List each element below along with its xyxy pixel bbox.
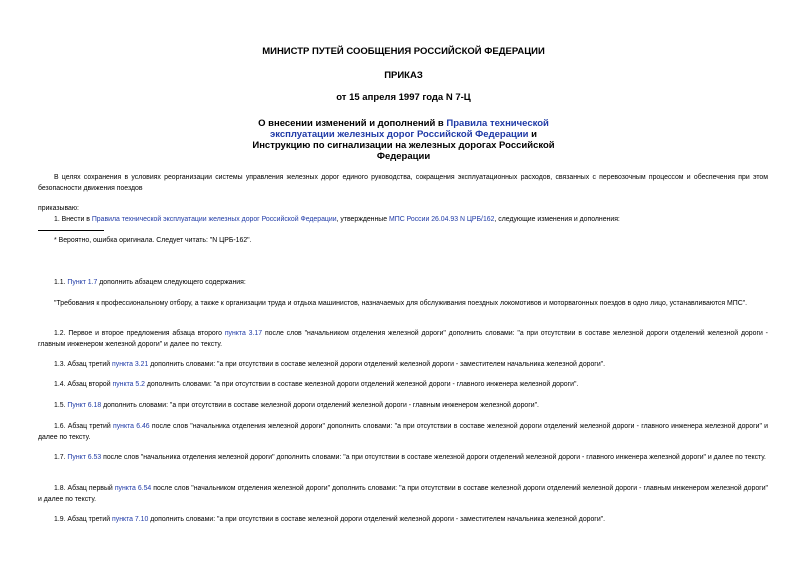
item-1-3-text-b: дополнить словами: "а при отсутствии в составе железной дороги отделений железной дороги - заместителем начальника железной дороги". — [148, 361, 606, 368]
link-punkt-6-54[interactable]: пункта 6.54 — [114, 485, 152, 492]
item-1-4-text-b: дополнить словами: "а при отсутствии в составе железной дороги отделений железной дороги - главного инженера железной дороги". — [144, 381, 579, 388]
item-1-1-text-b: дополнить абзацем следующего содержания: — [97, 279, 246, 286]
link-mps[interactable]: МПС России 26.04.93 N ЦРБ/162 — [389, 216, 495, 223]
item-1-8 — [38, 483, 768, 505]
item-1-1 — [38, 277, 768, 288]
item-1-text-c: , следующие изменения и дополнения: — [494, 216, 620, 223]
item-1-text-a: 1. Внести в — [54, 216, 92, 223]
link-punkt-6-46[interactable]: пункта 6.46 — [113, 423, 150, 430]
quote-1-1: "Требования к профессиональному отбору, а также к организации труда и отдыха машинистов, назначаемых для обслуживания поездных локомотивов и моторвагонных поездов в одно лицо, устанавливаются МПС". — [54, 300, 748, 307]
item-1-8-text-b: после слов "начальником отделения железной дороги" дополнить словами: "а при отсутствии в составе железной дороги отделений железной дороги - главным инженером железной дороги" и далее по тексту. — [38, 485, 768, 503]
footnote-divider — [38, 230, 104, 231]
document-type: ПРИКАЗ — [384, 70, 423, 81]
link-punkt-3-17[interactable]: пункта 3.17 — [224, 330, 263, 337]
link-punkt-5-2[interactable]: пункта 5.2 — [112, 381, 145, 388]
item-1-9-text-b: дополнить словами: "а при отсутствии в составе железной дороги отделений железной дороги - заместителем начальника железной дороги". — [148, 516, 606, 523]
link-punkt-6-53[interactable]: Пункт 6.53 — [67, 454, 102, 461]
item-1-6-text-b: после слов "начальника отделения железной дороги" дополнить словами: "а при отсутствии в составе железной дороги отделений железной дороги - главного инженера железной дороги" и далее по тексту. — [38, 423, 768, 441]
item-1-7-text-a: 1.7. — [54, 454, 68, 461]
item-1-4 — [38, 379, 768, 390]
item-1-8-text-a: 1.8. Абзац первый — [54, 485, 115, 492]
link-rules[interactable]: Правила технической эксплуатации железных дорог Российской Федерации — [91, 216, 337, 223]
item-1-6-text-a: 1.6. Абзац третий — [54, 423, 113, 430]
preamble: В целях сохранения в условиях реорганизации системы управления железных дорог единого руководства, сокращения эксплуатационных расходов, связанных с перевозочным процессом и обеспечения при этом безопасности движения поездов — [38, 174, 768, 192]
document-title — [250, 118, 557, 162]
item-1-2 — [38, 328, 768, 350]
item-1-2-text-b: после слов "начальником отделения железной дороги" дополнить словами: "а при отсутствии в составе железной дороги отделений железной дороги - главным инженером железной дороги" и далее по тексту. — [38, 330, 768, 348]
item-1-3 — [38, 359, 768, 370]
link-punkt-6-18[interactable]: Пункт 6.18 — [67, 402, 102, 409]
item-1-3-text-a: 1.3. Абзац третий — [54, 361, 113, 368]
footnote: * Вероятно, ошибка оригинала. Следует читать: "N ЦРБ-162". — [54, 237, 252, 244]
item-1-5 — [38, 400, 768, 411]
title-prefix: О внесении изменений и дополнений в — [258, 118, 447, 129]
ministry-heading: МИНИСТР ПУТЕЙ СООБЩЕНИЯ РОССИЙСКОЙ ФЕДЕРАЦИИ — [262, 46, 545, 57]
document-date: от 15 апреля 1997 года N 7-Ц — [336, 92, 471, 103]
item-1-4-text-a: 1.4. Абзац второй — [54, 381, 113, 388]
link-punkt-7-10[interactable]: пункта 7.10 — [112, 516, 149, 523]
item-1-text-b: , утвержденные — [336, 216, 389, 223]
item-1-2-text-a: 1.2. Первое и второе предложения абзаца второго — [54, 330, 225, 337]
order-word: приказываю: — [38, 205, 79, 212]
item-1-7 — [38, 452, 768, 463]
item-1-1-text-a: 1.1. — [54, 279, 68, 286]
link-punkt-3-21[interactable]: пункта 3.21 — [112, 361, 149, 368]
item-1 — [38, 214, 768, 225]
item-1-5-text-b: дополнить словами: "а при отсутствии в составе железной дороги отделений железной дороги - главным инженером железной дороги". — [101, 402, 539, 409]
item-1-7-text-b: после слов "начальника отделения железной дороги" дополнить словами: "а при отсутствии в составе железной дороги отделений железной дороги - главного инженера железной дороги" и далее по тексту. — [101, 454, 766, 461]
title-line3: по сигнализации на железных дорогах Российской Федерации — [313, 140, 555, 162]
title-mid: и Инструкцию — [252, 129, 537, 151]
item-1-9 — [38, 514, 768, 525]
title-link-rules[interactable]: Правила технической эксплуатации железных дорог Российской Федерации — [270, 118, 549, 140]
item-1-5-text-a: 1.5. — [54, 402, 68, 409]
item-1-9-text-a: 1.9. Абзац третий — [54, 516, 113, 523]
link-punkt-1-7[interactable]: Пункт 1.7 — [67, 279, 98, 286]
item-1-6 — [38, 421, 768, 443]
